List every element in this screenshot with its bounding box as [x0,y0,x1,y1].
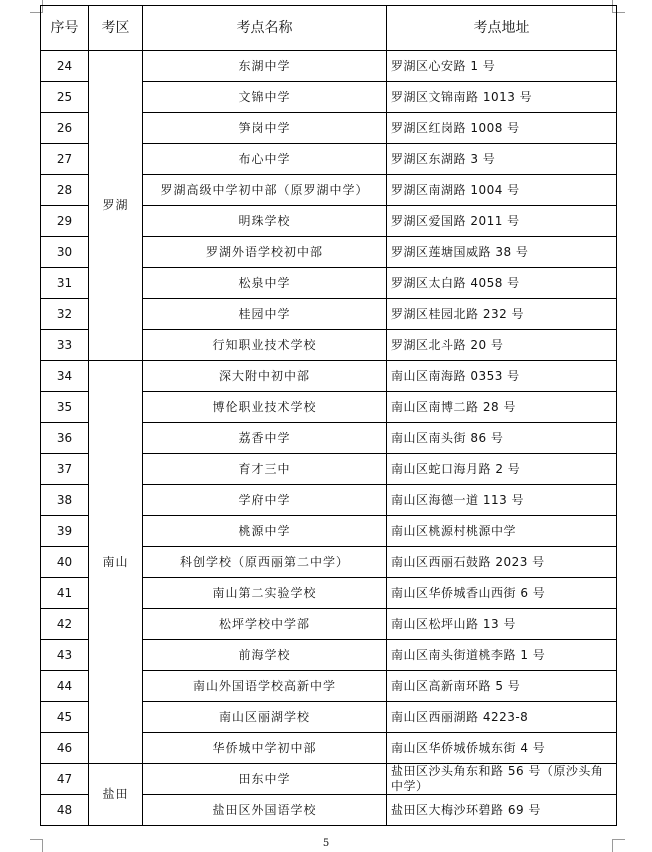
row-index: 45 [41,702,89,733]
row-index: 24 [41,51,89,82]
site-name: 科创学校（原西丽第二中学） [143,547,387,578]
site-address: 南山区南博二路 28 号 [387,392,617,423]
site-name: 东湖中学 [143,51,387,82]
table-row [41,764,617,795]
row-index: 27 [41,144,89,175]
site-address: 南山区蛇口海月路 2 号 [387,454,617,485]
site-address: 罗湖区莲塘国威路 38 号 [387,237,617,268]
site-name: 荔香中学 [143,423,387,454]
header-index: 序号 [41,6,89,51]
row-index: 42 [41,609,89,640]
site-name: 田东中学 [143,764,387,795]
site-name: 布心中学 [143,144,387,175]
site-address: 罗湖区北斗路 20 号 [387,330,617,361]
table-row [41,361,617,392]
site-address: 南山区西丽石鼓路 2023 号 [387,547,617,578]
site-name: 罗湖外语学校初中部 [143,237,387,268]
site-address: 南山区西丽湖路 4223-8 [387,702,617,733]
header-district: 考区 [89,6,143,51]
site-name: 桂园中学 [143,299,387,330]
site-address: 南山区南头街 86 号 [387,423,617,454]
site-name: 笋岗中学 [143,113,387,144]
header-site-name: 考点名称 [143,6,387,51]
site-name: 学府中学 [143,485,387,516]
site-name: 文锦中学 [143,82,387,113]
table-body [41,51,617,826]
row-index: 33 [41,330,89,361]
site-address: 南山区华侨城侨城东街 4 号 [387,733,617,764]
row-index: 37 [41,454,89,485]
site-name: 南山第二实验学校 [143,578,387,609]
row-index: 28 [41,175,89,206]
site-address: 南山区华侨城香山西街 6 号 [387,578,617,609]
site-address: 盐田区沙头角东和路 56 号（原沙头角中学） [387,764,617,795]
site-name: 育才三中 [143,454,387,485]
site-address: 罗湖区红岗路 1008 号 [387,113,617,144]
site-name: 桃源中学 [143,516,387,547]
row-index: 30 [41,237,89,268]
row-index: 25 [41,82,89,113]
site-address: 罗湖区东湖路 3 号 [387,144,617,175]
row-index: 34 [41,361,89,392]
site-address: 罗湖区爱国路 2011 号 [387,206,617,237]
site-address: 南山区海德一道 113 号 [387,485,617,516]
row-index: 47 [41,764,89,795]
row-index: 29 [41,206,89,237]
site-address: 罗湖区心安路 1 号 [387,51,617,82]
site-name: 松坪学校中学部 [143,609,387,640]
row-index: 38 [41,485,89,516]
site-address: 南山区南海路 0353 号 [387,361,617,392]
row-index: 31 [41,268,89,299]
row-index: 48 [41,795,89,826]
row-index: 46 [41,733,89,764]
site-name: 南山外国语学校高新中学 [143,671,387,702]
page-number: 5 [322,838,330,849]
row-index: 44 [41,671,89,702]
row-index: 40 [41,547,89,578]
site-name: 华侨城中学初中部 [143,733,387,764]
site-address: 罗湖区太白路 4058 号 [387,268,617,299]
table-row [41,51,617,82]
row-index: 35 [41,392,89,423]
row-index: 36 [41,423,89,454]
district-cell: 盐田 [89,764,143,826]
site-name: 深大附中初中部 [143,361,387,392]
site-address: 南山区桃源村桃源中学 [387,516,617,547]
district-cell: 南山 [89,361,143,764]
site-address: 南山区高新南环路 5 号 [387,671,617,702]
site-name: 博伦职业技术学校 [143,392,387,423]
site-name: 南山区丽湖学校 [143,702,387,733]
header-site-address: 考点地址 [387,6,617,51]
site-name: 行知职业技术学校 [143,330,387,361]
site-address: 盐田区大梅沙环碧路 69 号 [387,795,617,826]
site-address: 南山区松坪山路 13 号 [387,609,617,640]
exam-site-table [40,5,617,826]
site-name: 盐田区外国语学校 [143,795,387,826]
site-address: 南山区南头街道桃李路 1 号 [387,640,617,671]
site-name: 松泉中学 [143,268,387,299]
table-header-row [41,6,617,51]
site-address: 罗湖区桂园北路 232 号 [387,299,617,330]
row-index: 41 [41,578,89,609]
row-index: 32 [41,299,89,330]
row-index: 39 [41,516,89,547]
row-index: 26 [41,113,89,144]
site-name: 前海学校 [143,640,387,671]
site-address: 罗湖区文锦南路 1013 号 [387,82,617,113]
site-name: 明珠学校 [143,206,387,237]
row-index: 43 [41,640,89,671]
district-cell: 罗湖 [89,51,143,361]
site-name: 罗湖高级中学初中部（原罗湖中学） [143,175,387,206]
site-address: 罗湖区南湖路 1004 号 [387,175,617,206]
